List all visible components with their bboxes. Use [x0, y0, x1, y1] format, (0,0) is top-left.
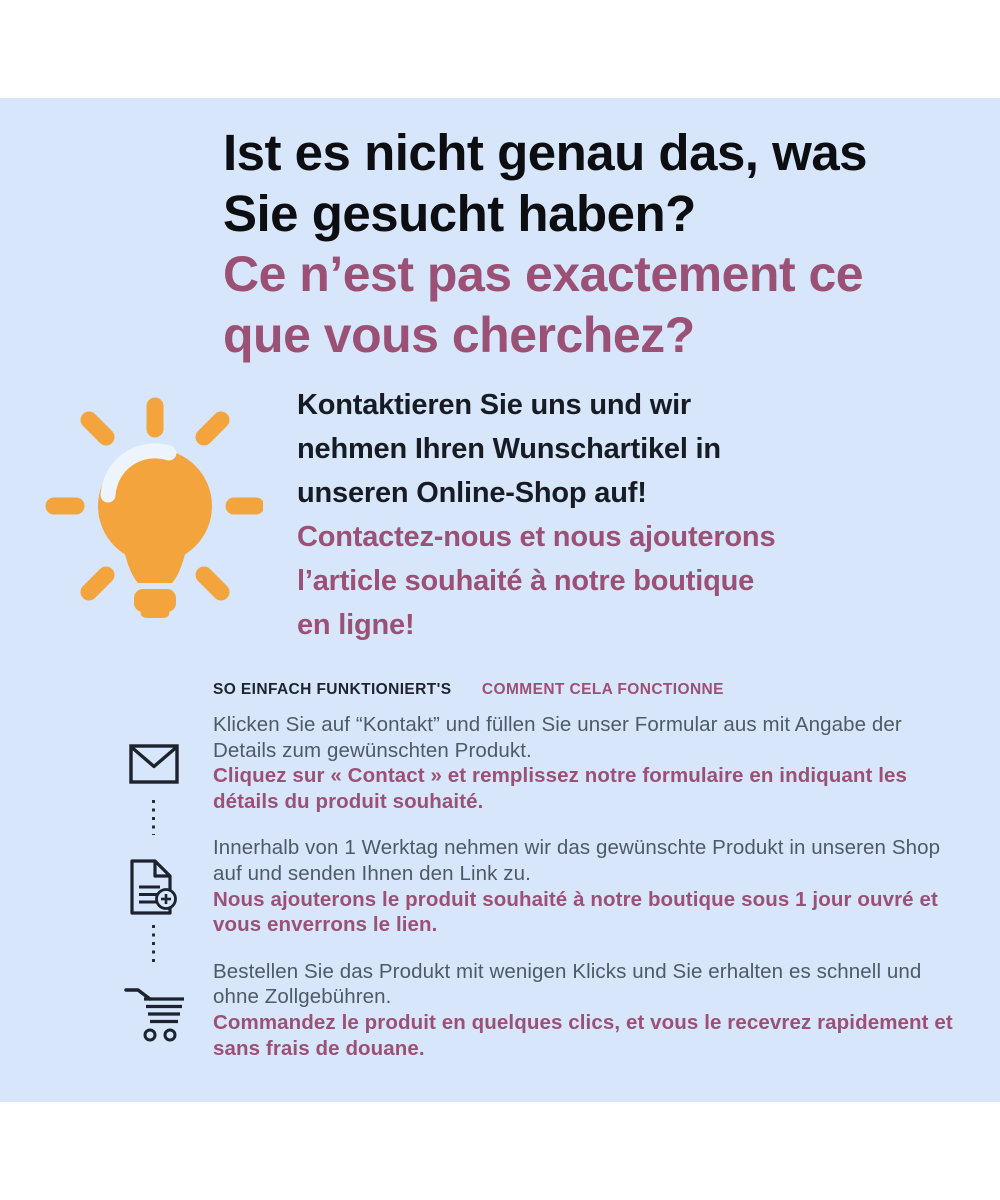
step-text-fr: Nous ajouterons le produit souhaité à notre boutique sous 1 jour ouvré et vous enverrons le lien. [213, 887, 938, 937]
intro-fr: en ligne! [297, 609, 415, 641]
steps-list [213, 712, 965, 1082]
step-text-fr: Commandez le produit en quelques clics, et vous le recevrez rapidement et sans frais de douane. [213, 1010, 953, 1060]
intro-de: unseren Online-Shop auf! [297, 477, 647, 509]
dotted-connector [152, 925, 155, 965]
intro-de: nehmen Ihren Wunschartikel in [297, 433, 721, 465]
step-text-de: Bestellen Sie das Produkt mit wenigen Klicks und Sie erhalten es schnell und ohne Zollgebühren. [213, 959, 922, 1009]
hero-title-fr: Ce n’est pas exactement ce [223, 246, 864, 302]
dotted-connector [152, 800, 155, 835]
envelope-icon [129, 744, 179, 784]
step-text-fr: Cliquez sur « Contact » et remplissez notre formulaire en indiquant les détails du produit souhaité. [213, 764, 907, 813]
step-text-de: Innerhalb von 1 Werktag nehmen wir das gewünschte Produkt in unseren Shop auf und senden Ihnen den Link zu. [213, 836, 941, 885]
step-order [213, 959, 965, 1061]
hero-title [223, 122, 943, 366]
step-contact [213, 712, 965, 814]
section-heading-fr: COMMENT CELA FONCTIONNE [481, 681, 724, 698]
shopping-cart-icon [123, 986, 187, 1042]
intro-fr: Contactez-nous et nous ajouterons [297, 521, 776, 553]
hero-title-de: Sie gesucht haben? [223, 185, 696, 242]
hero-title-de: Ist es nicht genau das, was [223, 124, 868, 181]
lightbulb-icon [45, 396, 263, 624]
intro-de: Kontaktieren Sie uns und wir [297, 389, 692, 421]
step-text-de: Klicken Sie auf “Kontakt” und füllen Sie unser Formular aus mit Angabe der Details zum gewünschten Produkt. [213, 713, 902, 762]
document-add-icon [125, 858, 177, 918]
intro-fr: l’article souhaité à notre boutique [297, 565, 755, 597]
hero-title-fr: que vous cherchez? [223, 307, 695, 363]
section-heading-de: SO EINFACH FUNKTIONIERT'S [213, 681, 452, 698]
step-add-product [213, 835, 965, 937]
intro-text [297, 383, 877, 647]
section-heading [213, 681, 724, 699]
